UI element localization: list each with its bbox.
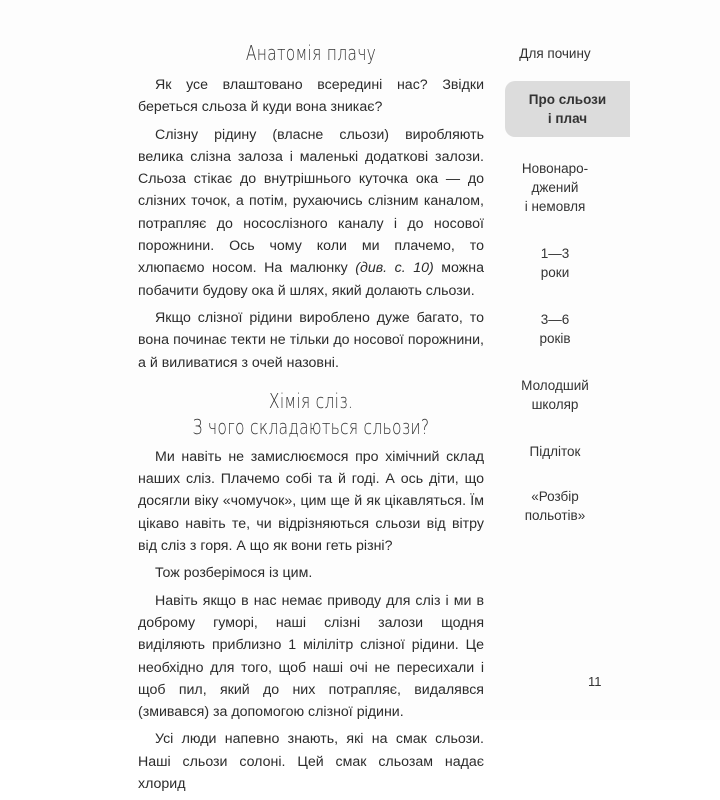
sidebar-item-intro[interactable] (495, 44, 615, 63)
page-number: 11 (588, 674, 602, 689)
chapter-sidebar (495, 30, 615, 525)
section-title-line: З чого складаються сльози? (192, 414, 430, 439)
paragraph: Усі люди напевно знають, які на смак сльози. Наші сльози солоні. Цей смак сльозам надає хлорид (138, 731, 484, 793)
paragraph: Тож розберімося із цим. (155, 565, 313, 582)
sidebar-item-3-6-years[interactable] (495, 310, 615, 348)
sidebar-item-label: Молодший школяр (521, 378, 589, 412)
sidebar-item-newborn[interactable] (495, 159, 615, 216)
paragraph: Навіть якщо в нас немає приводу для сліз і ми в доброму гуморі, наші слізні залози щодня виділяють приблизно 1 мілілітр слізної рідини. Це необхідно для того, щоб наші очі не пересихали і щоб пил, який до них потрапляє, видалявся (змивався) за допомогою слізної рідини. (138, 592, 484, 721)
section-title-chemistry (176, 388, 446, 440)
sidebar-item-1-3-years[interactable] (495, 244, 615, 282)
sidebar-item-label: 1—3 роки (540, 246, 570, 280)
sidebar-item-label: Для почину (519, 46, 591, 61)
paragraph: Як усе влаштовано всередині нас? Звідки береться сльоза й куди вона зникає? (138, 77, 484, 116)
sidebar-item-tears-and-crying[interactable] (505, 81, 630, 137)
figure-reference: (див. с. 10) (355, 260, 434, 277)
sidebar-item-label: «Розбір польотів» (524, 489, 586, 523)
sidebar-item-label: 3—6 років (539, 312, 571, 346)
sidebar-item-teenager[interactable] (495, 442, 615, 461)
paragraph: Якщо слізної рідини вироблено дуже багато, то вона починає текти не тільки до носової порожнини, а й виливатися з очей назовні. (138, 309, 484, 371)
section-title-line: Хімія сліз. (268, 388, 354, 413)
sidebar-item-label: Про сльози і плач (528, 92, 607, 126)
sidebar-item-label: Новонаро- джений і немовля (521, 161, 589, 214)
main-text-column (138, 38, 484, 800)
sidebar-item-label: Підліток (529, 444, 581, 459)
paragraph: Ми навіть не замислюємося про хімічний склад наших сліз. Плачемо собі та й годі. А ось діти, що досягли віку «чомучок», цим ще й як цікавляться. Їм цікаво навіть те, чи відрізняються сльози від вітру від сліз з горя. А що як вони геть різні? (138, 448, 484, 555)
paragraph (138, 124, 484, 302)
paragraph-text: можна побачити будову ока й шлях, який долають сльози. (138, 260, 484, 299)
sidebar-item-schoolchild[interactable] (495, 376, 615, 414)
paragraph-text: Слізну рідину (власне сльози) виробляють велика слізна залоза і маленькі додаткові залози. Сльоза стікає до внутрішнього куточка ока — до слізних точок, а потім, рухаючись слізним каналом, потрапляє до носослізного каналу і до носової порожнини. Ось чому коли ми плачемо, то хлюпаємо носом. На малюнку (138, 126, 484, 277)
section-title-anatomy: Анатомія плачу (245, 41, 377, 65)
sidebar-item-debriefing[interactable] (495, 487, 615, 525)
